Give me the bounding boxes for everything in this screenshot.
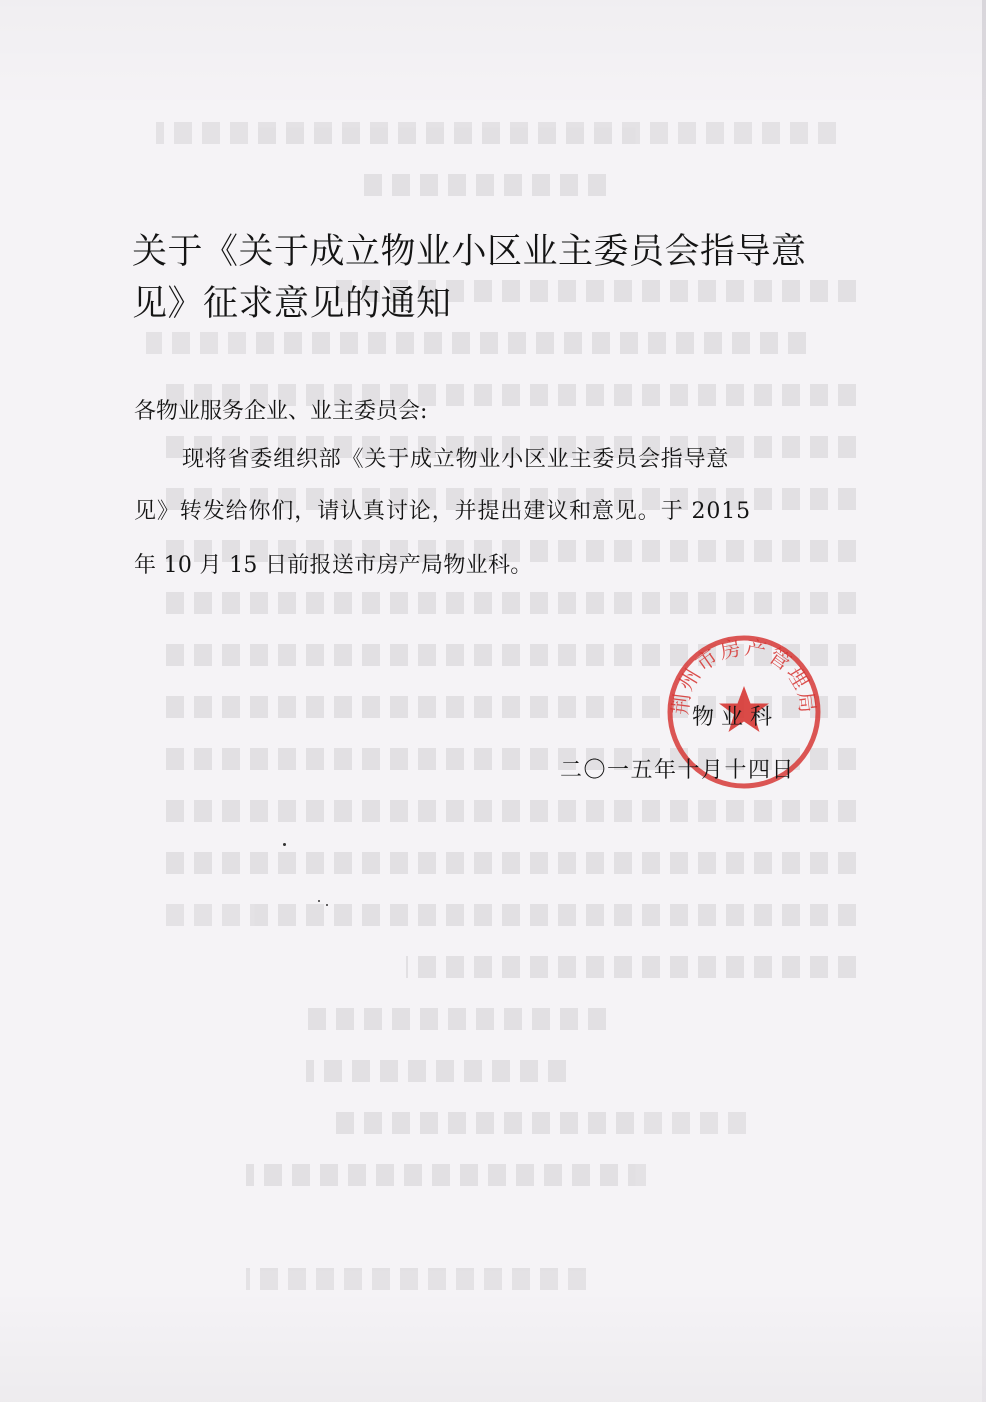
speck: [283, 843, 286, 846]
speck: [326, 904, 328, 906]
signature-department: 物业科: [692, 705, 780, 730]
body-line-3: 年 10 月 15 日前报送市房产局物业科。: [134, 553, 533, 578]
speck: [318, 900, 320, 902]
seal-text: 荆州市房产管理局: [668, 635, 820, 717]
salutation: 各物业服务企业、业主委员会:: [134, 399, 428, 424]
document-title: 关于《关于成立物业小区业主委员会指导意见》征求意见的通知: [132, 232, 807, 324]
document-date: 二〇一五年十月十四日: [560, 758, 796, 783]
body-line-2: 见》转发给你们，请认真讨论，并提出建议和意见。于 2015: [134, 499, 752, 524]
body-line-1: 现将省委组织部《关于成立物业小区业主委员会指导意: [182, 447, 730, 472]
page-edge-shadow: [982, 0, 986, 1402]
